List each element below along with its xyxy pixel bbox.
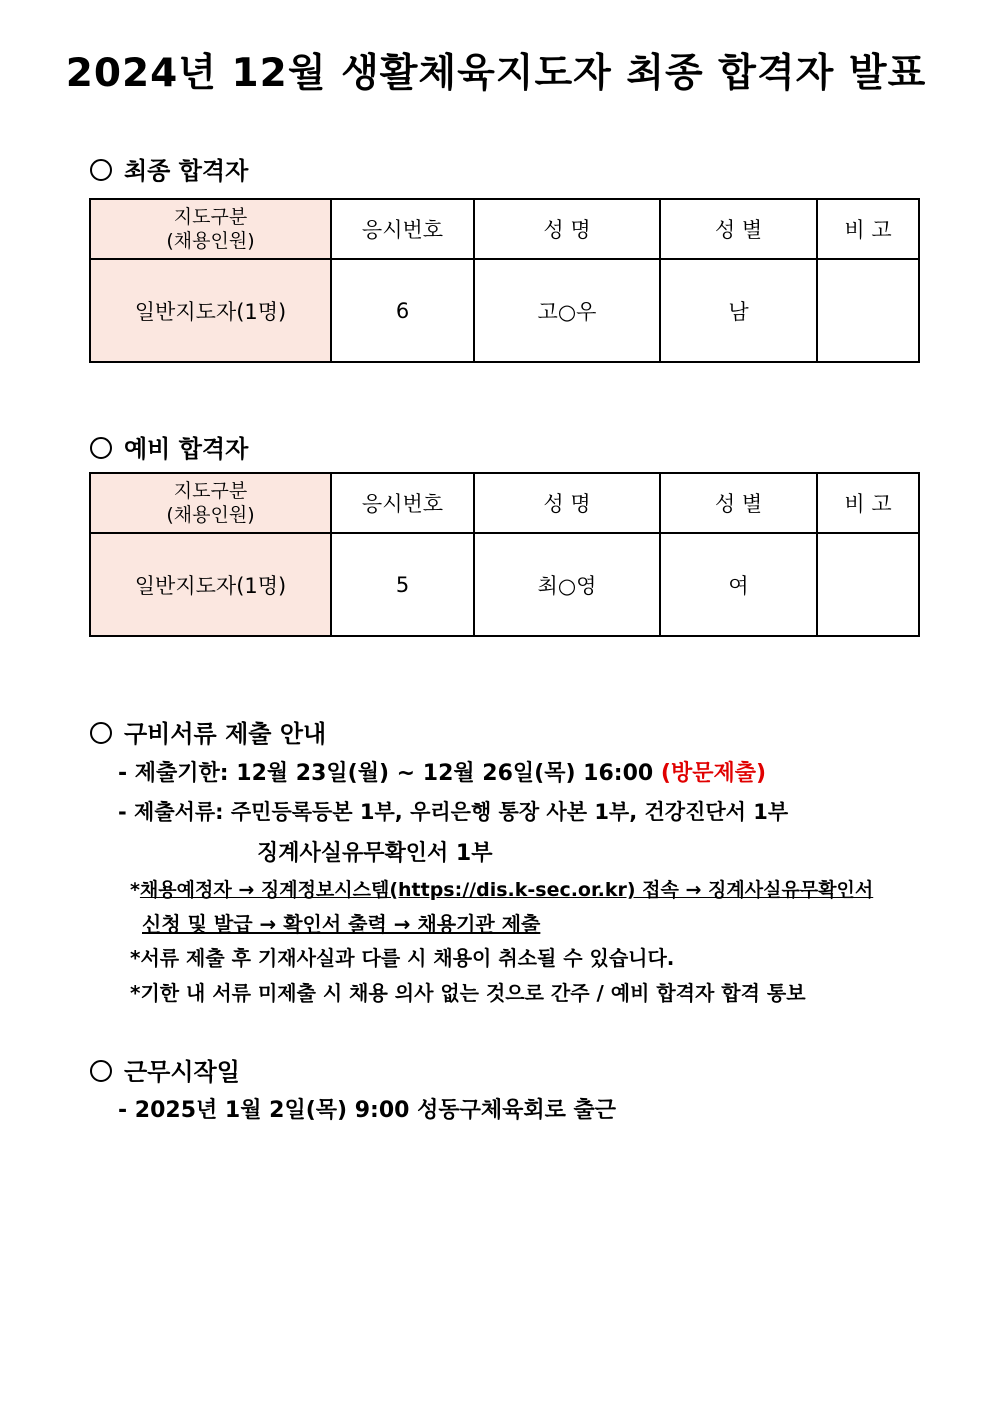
cell-category: 일반지도자(1명) — [90, 259, 331, 362]
cell-name: 최○영 — [474, 533, 660, 636]
cell-category: 일반지도자(1명) — [90, 533, 331, 636]
header-exam-no: 응시번호 — [331, 473, 474, 533]
start-date-line: - 2025년 1월 2일(목) 9:00 성동구체육회로 출근 — [118, 1098, 617, 1123]
header-category: 지도구분 (채용인원) — [90, 473, 331, 533]
reserve-section-heading: 예비 합격자 — [90, 429, 248, 464]
cell-gender: 남 — [660, 259, 817, 362]
cell-name: 고○우 — [474, 259, 660, 362]
header-exam-no: 응시번호 — [331, 199, 474, 259]
cell-exam-no: 5 — [331, 533, 474, 636]
table-header-row — [90, 199, 919, 259]
cell-note — [817, 259, 919, 362]
header-name: 성 명 — [474, 473, 660, 533]
page-title: 2024년 12월 생활체육지도자 최종 합격자 발표 — [65, 51, 927, 96]
header-gender: 성 별 — [660, 199, 817, 259]
circle-bullet-icon — [90, 722, 112, 744]
note-procedure-line-1: *채용예정자 → 징계정보시스템(https://dis.k-sec.or.kr) 접속 → 징계사실유무확인서 — [130, 879, 874, 901]
cell-note — [817, 533, 919, 636]
header-gender: 성 별 — [660, 473, 817, 533]
cell-exam-no: 6 — [331, 259, 474, 362]
table-row — [90, 533, 919, 636]
note-deadline: *기한 내 서류 미제출 시 채용 의사 없는 것으로 간주 / 예비 합격자 합격 통보 — [130, 981, 806, 1005]
table-header-row — [90, 473, 919, 533]
header-note: 비 고 — [817, 473, 919, 533]
reserve-table — [89, 472, 920, 637]
deadline-method: (방문제출) — [660, 761, 767, 786]
header-note: 비 고 — [817, 199, 919, 259]
deadline-line: - 제출기한: 12월 23일(월) ~ 12월 26일(목) 16:00 (방문제출) — [118, 761, 767, 786]
circle-bullet-icon — [90, 437, 112, 459]
circle-bullet-icon — [90, 159, 112, 181]
documents-list-line: - 제출서류: 주민등록등본 1부, 우리은행 통장 사본 1부, 건강진단서 1부 — [118, 800, 789, 824]
cell-gender: 여 — [660, 533, 817, 636]
table-row — [90, 259, 919, 362]
final-section-heading: 최종 합격자 — [90, 151, 248, 186]
note-cancel: *서류 제출 후 기재사실과 다를 시 채용이 취소될 수 있습니다. — [130, 946, 675, 970]
circle-bullet-icon — [90, 1060, 112, 1082]
header-category: 지도구분 (채용인원) — [90, 199, 331, 259]
note-procedure-line-2: 신청 및 발급 → 확인서 출력 → 채용기관 제출 — [142, 912, 541, 936]
start-section-heading: 근무시작일 — [90, 1052, 240, 1087]
documents-section-heading: 구비서류 제출 안내 — [90, 714, 326, 749]
final-table — [89, 198, 920, 363]
header-name: 성 명 — [474, 199, 660, 259]
documents-list-line-2: 징계사실유무확인서 1부 — [257, 841, 493, 866]
